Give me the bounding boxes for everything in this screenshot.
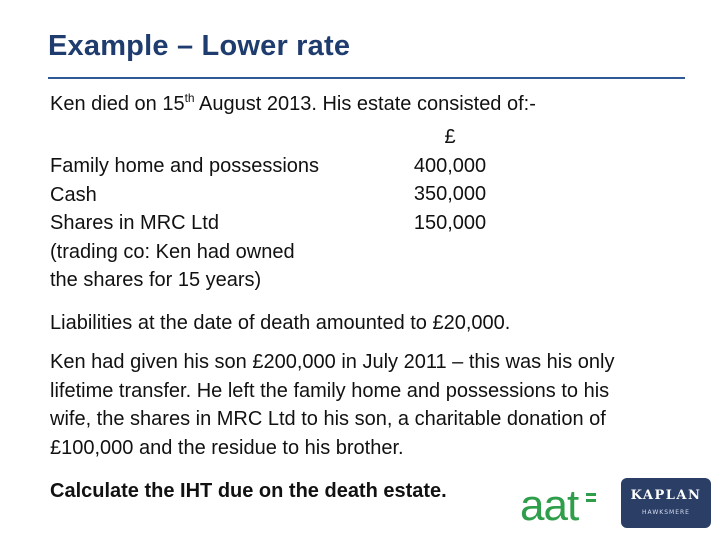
estate-item-label: Family home and possessions [50, 155, 320, 177]
paragraph-line: Ken had given his son £200,000 in July 2011 – this was his only [50, 351, 615, 373]
intro-text [50, 90, 536, 119]
kaplan-logo-subtitle: HAWKSMERE [642, 509, 690, 516]
details-paragraph [50, 348, 690, 462]
aat-logo [518, 480, 598, 526]
paragraph-line: wife, the shares in MRC Ltd to his son, a charitable donation of [50, 408, 606, 430]
currency-header: £ [444, 126, 456, 148]
intro-ordinal-suffix: th [184, 91, 195, 105]
shares-note: the shares for 15 years) [50, 269, 262, 291]
liabilities-text: Liabilities at the date of death amounted to £20,000. [50, 312, 511, 334]
aat-logo-bar [586, 499, 596, 502]
task-instruction: Calculate the IHT due on the death estate. [50, 480, 447, 502]
estate-item-amount: 150,000 [413, 211, 487, 234]
estate-item-label: Shares in MRC Ltd [50, 212, 219, 234]
estate-item-amount: 350,000 [413, 183, 487, 205]
shares-note: (trading co: Ken had owned [50, 240, 295, 263]
estate-item-label: Cash [50, 183, 97, 206]
slide-title: Example – Lower rate [48, 30, 351, 62]
estate-amounts-column [395, 123, 505, 237]
intro-text-start: Ken died on 15 [50, 93, 185, 115]
kaplan-logo [621, 478, 711, 528]
intro-text-end: August 2013. His estate consisted of:- [194, 93, 536, 115]
paragraph-line: lifetime transfer. He left the family home and possessions to his [50, 379, 610, 402]
title-divider [48, 77, 685, 79]
aat-logo-bar [586, 493, 596, 496]
aat-logo-text: aat [520, 481, 579, 526]
paragraph-line: £100,000 and the residue to his brother. [50, 436, 404, 459]
kaplan-logo-name: KAPLAN [630, 488, 702, 503]
estate-item-amount: 400,000 [413, 154, 487, 177]
estate-items-list [50, 152, 350, 295]
